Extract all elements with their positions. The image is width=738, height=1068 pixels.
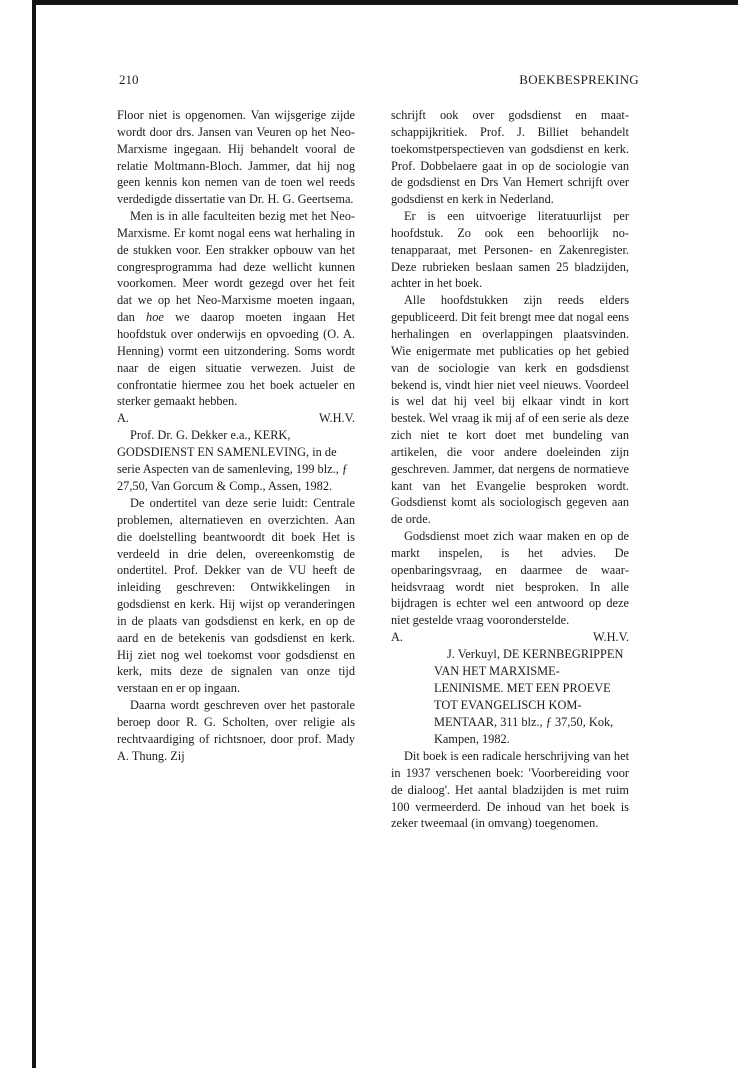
left-column — [117, 107, 355, 765]
emphasis: hoe — [146, 310, 164, 325]
signature-author: W.H.V. — [318, 411, 355, 426]
paragraph: Er is een uitvoerige literatuurlijst per hoofdstuk. Zo ook een behoorlijk notenapparaat, met Personen- en Zakenregister. Deze rubrieken beslaan samen 25 bladzijden, achter in het boek. — [391, 209, 629, 291]
paragraph: Godsdienst moet zich waar maken en op de markt inspelen, is het advies. De openbaringsvraag, en daarmee de waarheidsvraag wordt niet besproken. In alle bijdragen is echter wel een antwoord op deze niet gestelde vraag vooronderstelde. — [391, 529, 629, 628]
signature-initial: A. — [117, 411, 130, 426]
paragraph: Daarna wordt geschreven over het pastorale beroep door R. G. Scholten, over religie als rechtvaardiging of richtsnoer, door prof. Mady A. Thung. Zij — [117, 698, 355, 763]
paragraph: Alle hoofdstukken zijn reeds elders gepubliceerd. Dit feit brengt mee dat nogal eens herhalingen en overlappingen plaatsvinden. Wie enigermate met publicaties op het gebied van de sociologie van kerk en godsdienst bekend is, vindt hier niet veel nieuws. Voordeel is wel dat hij veel bij elkaar vindt in kort bestek. Wel vraag ik mij af of een serie als deze zich niet te kort doet met bundeling van artikelen, die voor andere doeleinden zijn geschreven. Jammer, dat nergens de normatieve kant van het Evangelie besproken wordt. Godsdienst komt als sociologisch gegeven aan de orde. — [391, 293, 629, 527]
right-column — [391, 107, 629, 832]
paragraph: Floor niet is opgenomen. Van wijsgerige zijde wordt door drs. Jansen van Veuren op het Neo-Marxisme ingegaan. Hij behandelt vooral de relatie Moltmann-Bloch. Jammer, dat hij nog geen kennis kon nemen van de toen wel reeds verdedigde dissertatie van Dr. H. G. Geertsema. — [117, 108, 355, 207]
paragraph: De ondertitel van deze serie luidt: Centrale problemen, alternatieven en overzichten. Aan die doelstelling beantwoordt dit boek Het is verdeeld in drie delen, overeenkomstig de ondertitel. Prof. Dekker van de VU heeft de inleiding geschreven: Ontwikkelingen in godsdienst en kerk. Hij wijst op veranderingen in de plaats van godsdienst en kerk, en op de aard en de betekenis van godsdienst en kerk. Hij ziet nog wel toekomst voor godsdienst en kerk, mits deze de signalen van onze tijd verstaan en er op ingaan. — [117, 496, 355, 696]
scan-border-top — [32, 0, 738, 5]
signature-line — [117, 410, 355, 427]
scan-border-left — [32, 0, 36, 1068]
paragraph: schrijft ook over godsdienst en maatschappijkritiek. Prof. J. Billiet behandelt toekomstperspectieven van godsdienst en kerk. Prof. Dobbelaere gaat in op de sociologie van de godsdienst en Drs Van Hemert schrijft over godsdienst en kerk in Nederland. — [391, 108, 629, 207]
review-heading: Prof. Dr. G. Dekker e.a., KERK, GODSDIENST EN SAMENLEVING, in de serie Aspecten van de samenleving, 199 blz., ƒ 27,50, Van Gorcum & Comp., Assen, 1982. — [117, 428, 349, 494]
signature-initial: A. — [391, 630, 404, 645]
paragraph: Dit boek is een radicale herschrijving van het in 1937 verschenen boek: 'Voorbereiding voor de dialoog'. Het aantal bladzijden is met ruim 100 vermeerderd. De inhoud van het boek is zeker tweemaal (in omvang) toegenomen. — [391, 749, 629, 831]
signature-author: W.H.V. — [592, 630, 629, 645]
page-number: 210 — [119, 72, 139, 87]
running-head: BOEKBESPREKING — [519, 72, 639, 87]
page-header — [119, 72, 639, 92]
paragraph: Men is in alle faculteiten bezig met het Neo-Marxisme. Er komt nogal eens wat herhaling in de stukken voor. Een strakker opbouw van het congresprogramma had deze wellicht kunnen voorkomen. Meer wordt gezegd over het feit dat we op het Neo-Marxisme moeten ingaan, dan hoe we daarop moeten ingaan Het hoofdstuk over onderwijs en opvoeding (O. A. Henning) vormt een uitzondering. Soms wordt naar de eigen situatie verwezen. Juist de confrontatie hiermee zou het boek actueler en sterker gemaakt hebben. — [117, 209, 355, 409]
signature-line — [391, 629, 629, 646]
review-heading: J. Verkuyl, DE KERNBEGRIPPEN VAN HET MARXISME-LENINISME. MET EEN PROEVE TOT EVANGELISCH KOMMENTAAR, 311 blz., ƒ 37,50, Kok, Kampen, 1982. — [434, 647, 624, 746]
